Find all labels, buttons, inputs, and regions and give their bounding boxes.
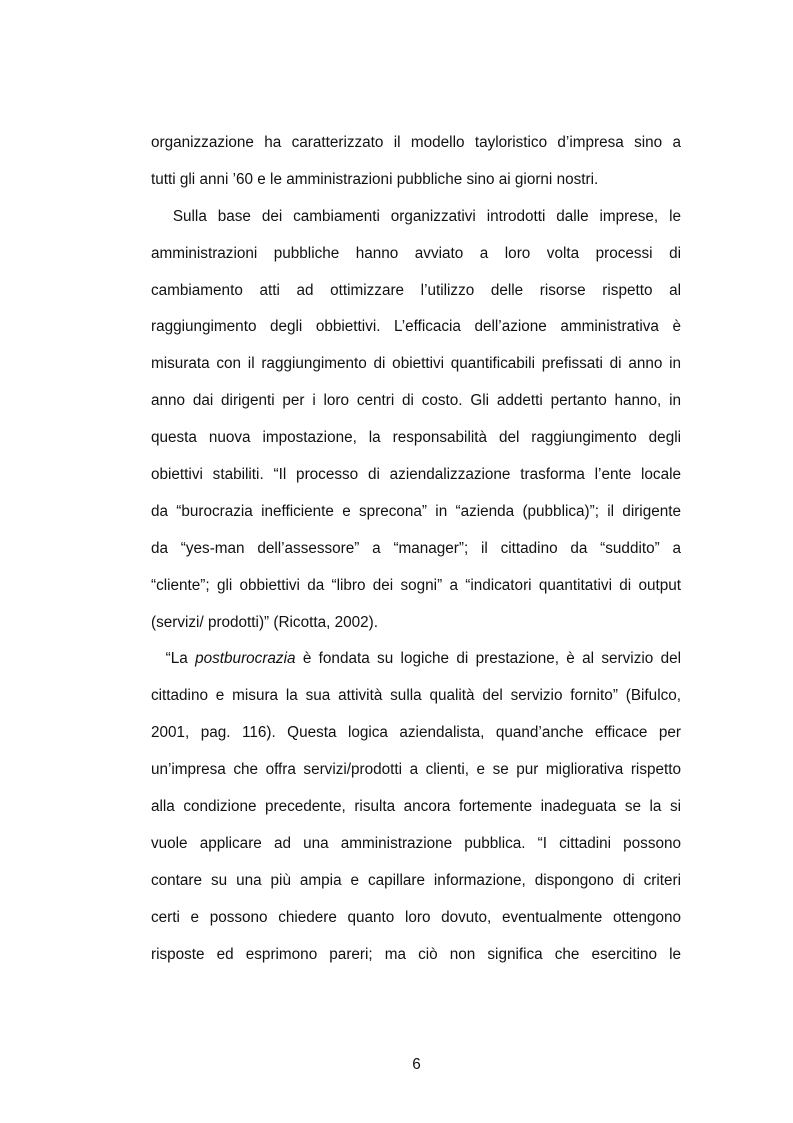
- text-line: alla condizione precedente, risulta ancora fortemente inadeguata se la si: [151, 798, 681, 816]
- text-line: da “yes-man dell’assessore” a “manager”; il cittadino da “suddito” a: [151, 539, 681, 557]
- text-line: cambiamento atti ad ottimizzare l’utilizzo delle risorse rispetto al: [151, 281, 681, 299]
- text-line: questa nuova impostazione, la responsabilità del raggiungimento degli: [151, 429, 681, 447]
- text-line: amministrazioni pubbliche hanno avviato a loro volta processi di: [151, 244, 681, 262]
- page-number: 6: [412, 1056, 421, 1073]
- text-line: misurata con il raggiungimento di obiettivi quantificabili prefissati di anno in: [151, 355, 681, 373]
- text-segment: è fondata su logiche di prestazione, è al servizio del: [295, 650, 681, 668]
- text-line: Sulla base dei cambiamenti organizzativi introdotti dalle imprese, le: [151, 207, 681, 225]
- text-line: contare su una più ampia e capillare informazione, dispongono di criteri: [151, 871, 681, 889]
- text-line: vuole applicare ad una amministrazione pubblica. “I cittadini possono: [151, 834, 681, 852]
- text-segment: “La: [151, 650, 196, 668]
- text-line: 2001, pag. 116). Questa logica aziendalista, quand’anche efficace per: [151, 724, 681, 742]
- text-line: da “burocrazia inefficiente e sprecona” in “azienda (pubblica)”; il dirigente: [151, 502, 681, 520]
- text-line: obiettivi stabiliti. “Il processo di aziendalizzazione trasforma l’ente locale: [151, 466, 681, 484]
- text-line: cittadino e misura la sua attività sulla qualità del servizio fornito” (Bifulco,: [151, 687, 681, 705]
- text-line: organizzazione ha caratterizzato il modello tayloristico d’impresa sino a: [151, 134, 681, 151]
- text-line: (servizi/ prodotti)” (Ricotta, 2002).: [151, 613, 378, 631]
- text-line: tutti gli anni ’60 e le amministrazioni pubbliche sino ai giorni nostri.: [151, 170, 599, 188]
- body-text: [151, 125, 681, 973]
- text-line: raggiungimento degli obbiettivi. L’efficacia dell’azione amministrativa è: [151, 318, 681, 336]
- emphasized-term: postburocrazia: [195, 650, 296, 668]
- text-line: risposte ed esprimono pareri; ma ciò non significa che esercitino le: [151, 945, 681, 963]
- text-line: “cliente”; gli obbiettivi da “libro dei sogni” a “indicatori quantitativi di output: [151, 576, 681, 594]
- text-line: certi e possono chiedere quanto loro dovuto, eventualmente ottengono: [151, 908, 681, 926]
- text-line: un’impresa che offra servizi/prodotti a clienti, e se pur migliorativa rispetto: [151, 761, 681, 779]
- text-line: anno dai dirigenti per i loro centri di costo. Gli addetti pertanto hanno, in: [151, 392, 681, 410]
- text-line: [151, 641, 681, 678]
